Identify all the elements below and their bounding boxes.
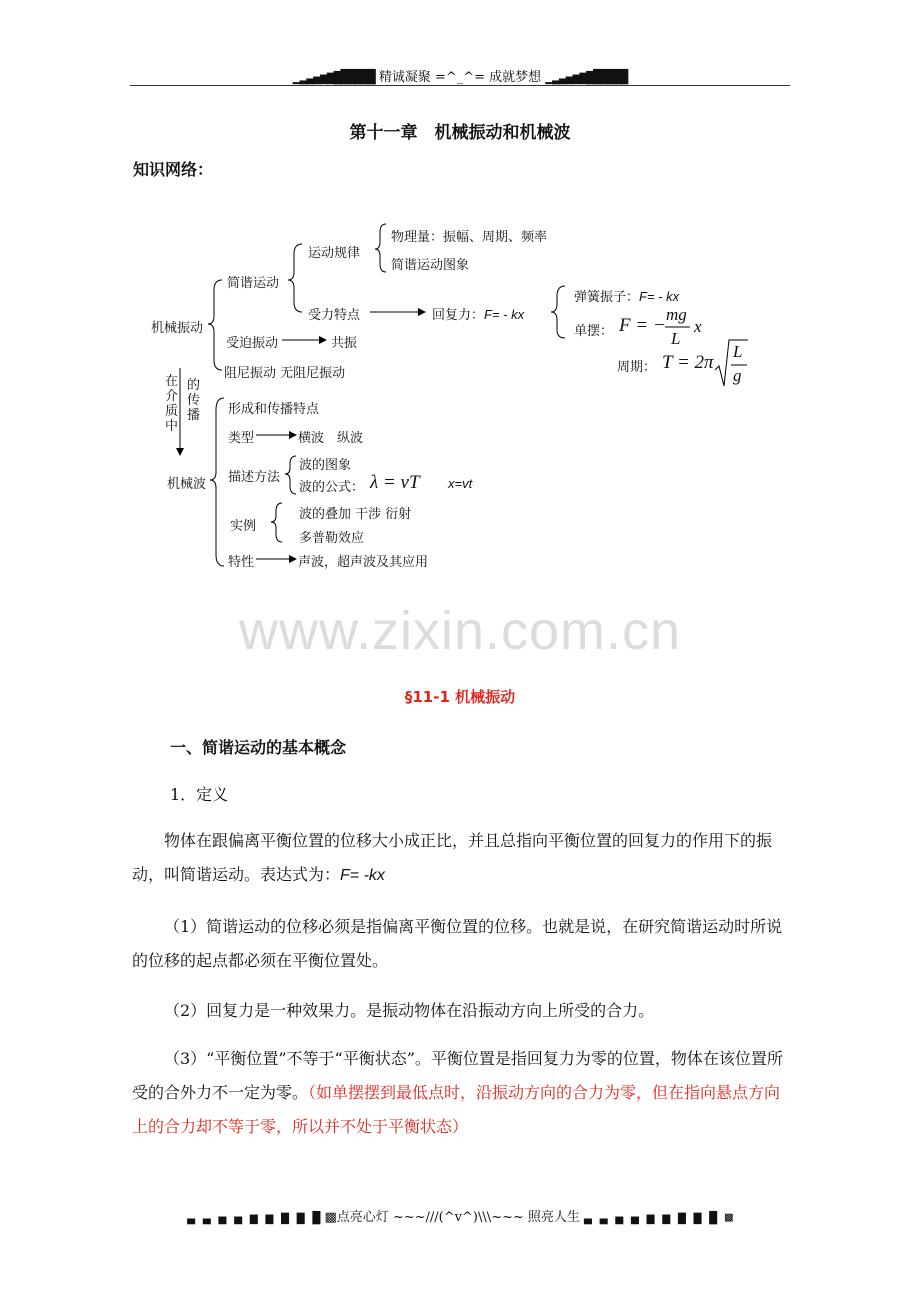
header-right-bars: ▁▂▃▄▅▆▇█████ <box>545 70 628 85</box>
node-restoring-force: 回复力：F= - kx <box>432 307 525 323</box>
node-resonance: 共振 <box>331 336 358 351</box>
brace-wave <box>210 398 224 566</box>
node-pendulum-label: 单摆： <box>574 324 614 339</box>
node-describe: 描述方法 <box>228 470 281 485</box>
node-formation: 形成和传播特点 <box>228 402 320 417</box>
footer-right-bars: ▃ ▃ ▄ ▄ ▅ ▅ ▆ ▆ ▇ ▩ <box>584 1210 733 1225</box>
brace-examples <box>271 503 282 542</box>
brace-describe <box>285 456 296 494</box>
node-example-1: 波的叠加 干涉 衍射 <box>299 507 412 522</box>
header-left-bars: ▁▂▃▄▅▆▇█████ <box>292 70 375 85</box>
sqrt-sign <box>715 340 748 386</box>
node-quantities: 物理量：振幅、周期、频率 <box>391 230 548 245</box>
node-damped: 阻尼振动 无阻尼振动 <box>224 366 346 381</box>
page-footer <box>0 1206 920 1225</box>
period-eq: T = 2π <box>662 352 714 373</box>
node-wave: 机械波 <box>167 477 207 492</box>
node-force-feature: 受力特点 <box>308 308 361 323</box>
brace-shm <box>288 244 302 312</box>
node-spring: 弹簧振子：F= - kx <box>574 289 680 305</box>
node-examples: 实例 <box>230 519 257 534</box>
paragraph-definition: 物体在跟偏离平衡位置的位移大小成正比，并且总指向平衡位置的回复力的作用下的振动，叫简谐运动。表达式为：F= -kx <box>132 831 773 884</box>
heading-definition: 1．定义 <box>170 785 229 804</box>
brace-root <box>208 280 222 370</box>
wave-formula: λ = vT <box>370 472 420 493</box>
chapter-title: 第十一章 机械振动和机械波 <box>349 123 571 143</box>
node-forced: 受迫振动 <box>226 336 279 351</box>
node-types-label: 类型 <box>228 431 255 446</box>
paragraph-point-1: （1）简谐运动的位移必须是指偏离平衡位置的位移。也就是说，在研究简谐运动时所说的位移的起点都必须在平衡位置处。 <box>132 917 783 970</box>
node-mechanical-vibration: 机械振动 <box>151 321 204 336</box>
period-denominator: g <box>733 366 742 385</box>
brace-force <box>551 286 565 338</box>
wave-formula-2: x=vt <box>448 476 473 491</box>
footer-left-bars: ▃ ▃ ▄ ▄ ▅ ▅ ▆ ▆ ▇ <box>187 1210 321 1225</box>
node-feature-text: 声波，超声波及其应用 <box>298 555 429 570</box>
node-feature: 特性 <box>228 555 255 570</box>
node-shm-graph: 简谐运动图象 <box>391 258 470 273</box>
node-types: 横波 纵波 <box>298 431 364 446</box>
knowledge-network-label: 知识网络： <box>133 160 214 179</box>
heading-basic-concepts: 一、简谐运动的基本概念 <box>170 738 347 757</box>
header-text: 精诚凝聚 =^_^= 成就梦想 <box>378 70 542 85</box>
paragraph-point-3: （3）“平衡位置”不等于“平衡状态”。平衡位置是指回复力为零的位置，物体在该位置所受的合外力不一定为零。（如单摆摆到最低点时，沿振动方向的合力为零，但在指向悬点方向上的合力却不等于零，所以并不处于平衡状态） <box>132 1049 783 1136</box>
pendulum-numerator: mg <box>666 305 687 324</box>
arrow-right-text: 的传播 <box>187 378 201 423</box>
brace-motion-law <box>375 224 386 272</box>
footer-text: ▩点亮心灯 ~~~///(^v^)\\\~~~ 照亮人生 <box>324 1210 580 1225</box>
node-wave-formula-label: 波的公式： <box>299 480 365 495</box>
node-example-2: 多普勒效应 <box>299 531 365 546</box>
node-motion-law: 运动规律 <box>308 246 361 261</box>
pendulum-denominator: L <box>671 329 681 348</box>
section-title: §11-1 机械振动 <box>404 688 516 706</box>
node-period-label: 周期： <box>617 360 657 375</box>
arrow-left-text: 在介质中 <box>165 374 179 434</box>
period-numerator: L <box>733 342 743 361</box>
node-wave-graph: 波的图象 <box>299 458 352 473</box>
paragraph-point-2: （2）回复力是一种效果力。是振动物体在沿振动方向上所受的合力。 <box>164 1001 655 1020</box>
pendulum-x: x <box>694 317 702 336</box>
watermark: www.zixin.com.cn <box>238 601 682 661</box>
node-shm: 简谐运动 <box>227 276 280 291</box>
pendulum-eq-lhs: F = − <box>619 315 666 336</box>
